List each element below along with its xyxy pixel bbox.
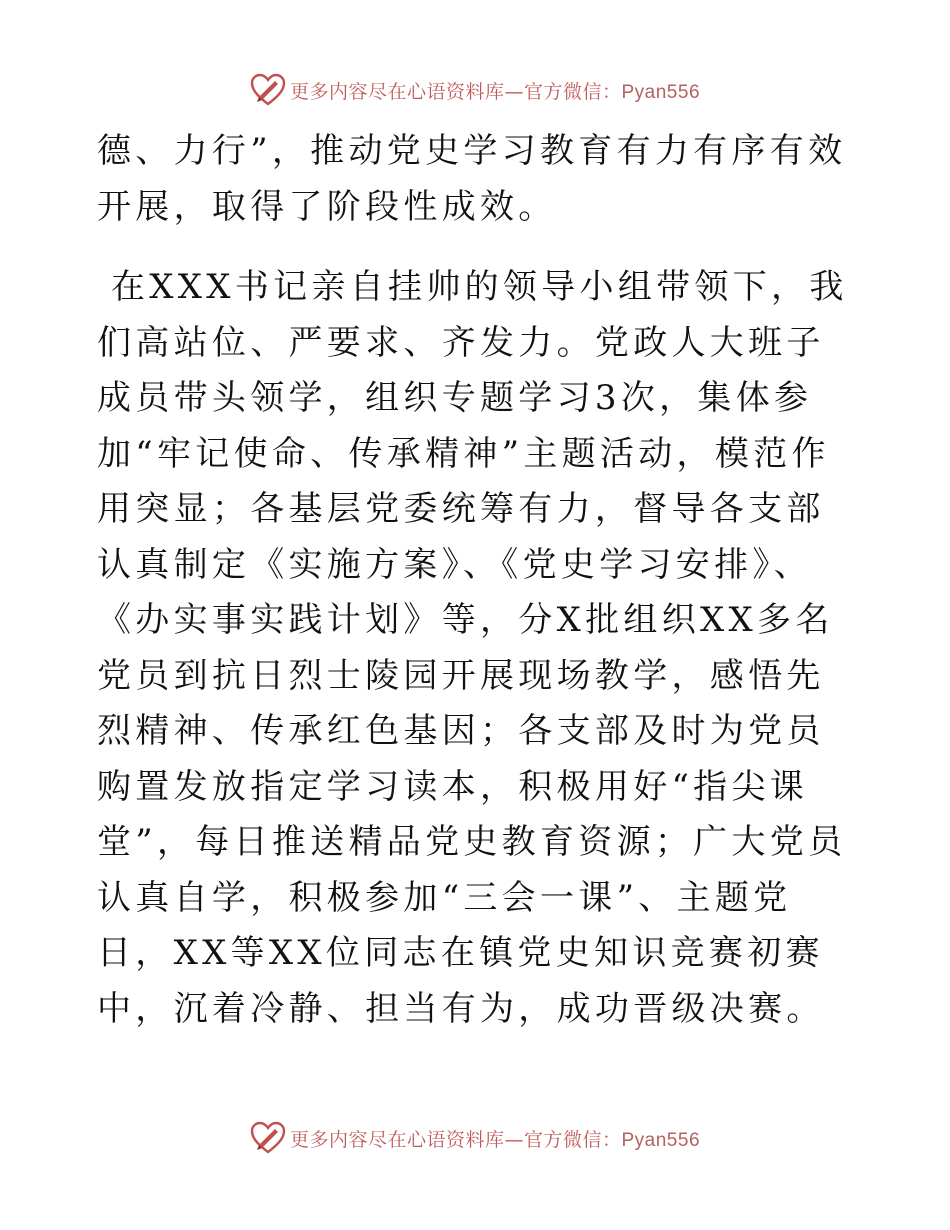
heart-pen-logo-icon <box>250 1121 286 1155</box>
watermark-account: Pyan556 <box>621 81 701 103</box>
document-body <box>97 124 857 1037</box>
paragraph-body: 在XXX书记亲自挂帅的领导小组带领下，我们高站位、严要求、齐发力。党政人大班子成员带头领学，组织专题学习3次，集体参加“牢记使命、传承精神”主题活动，模范作用突显；各基层党委统筹有力，督导各支部认真制定《实施方案》、《党史学习安排》、《办实事实践计划》等，分X批组织XX多名党员到抗日烈士陵园开展现场教学，感悟先烈精神、传承红色基因；各支部及时为党员购置发放指定学习读本，积极用好“指尖课堂”，每日推送精品党史教育资源；广大党员认真自学，积极参加“三会一课”、主题党日，XX等XX位同志在镇党史知识竞赛初赛中，沉着冷静、担当有为，成功晋级决赛。 <box>97 267 848 1029</box>
heart-pen-logo-icon <box>250 73 286 107</box>
paragraph-continuation: 德、力行”，推动党史学习教育有力有序有效开展，取得了阶段性成效。 <box>97 131 847 227</box>
watermark-account: Pyan556 <box>621 1129 701 1151</box>
watermark-text: 更多内容尽在心语资料库—官方微信：Pyan556 <box>289 1128 701 1151</box>
watermark-text: 更多内容尽在心语资料库—官方微信：Pyan556 <box>289 80 701 103</box>
header-watermark <box>0 70 950 110</box>
footer-watermark <box>0 1118 950 1158</box>
